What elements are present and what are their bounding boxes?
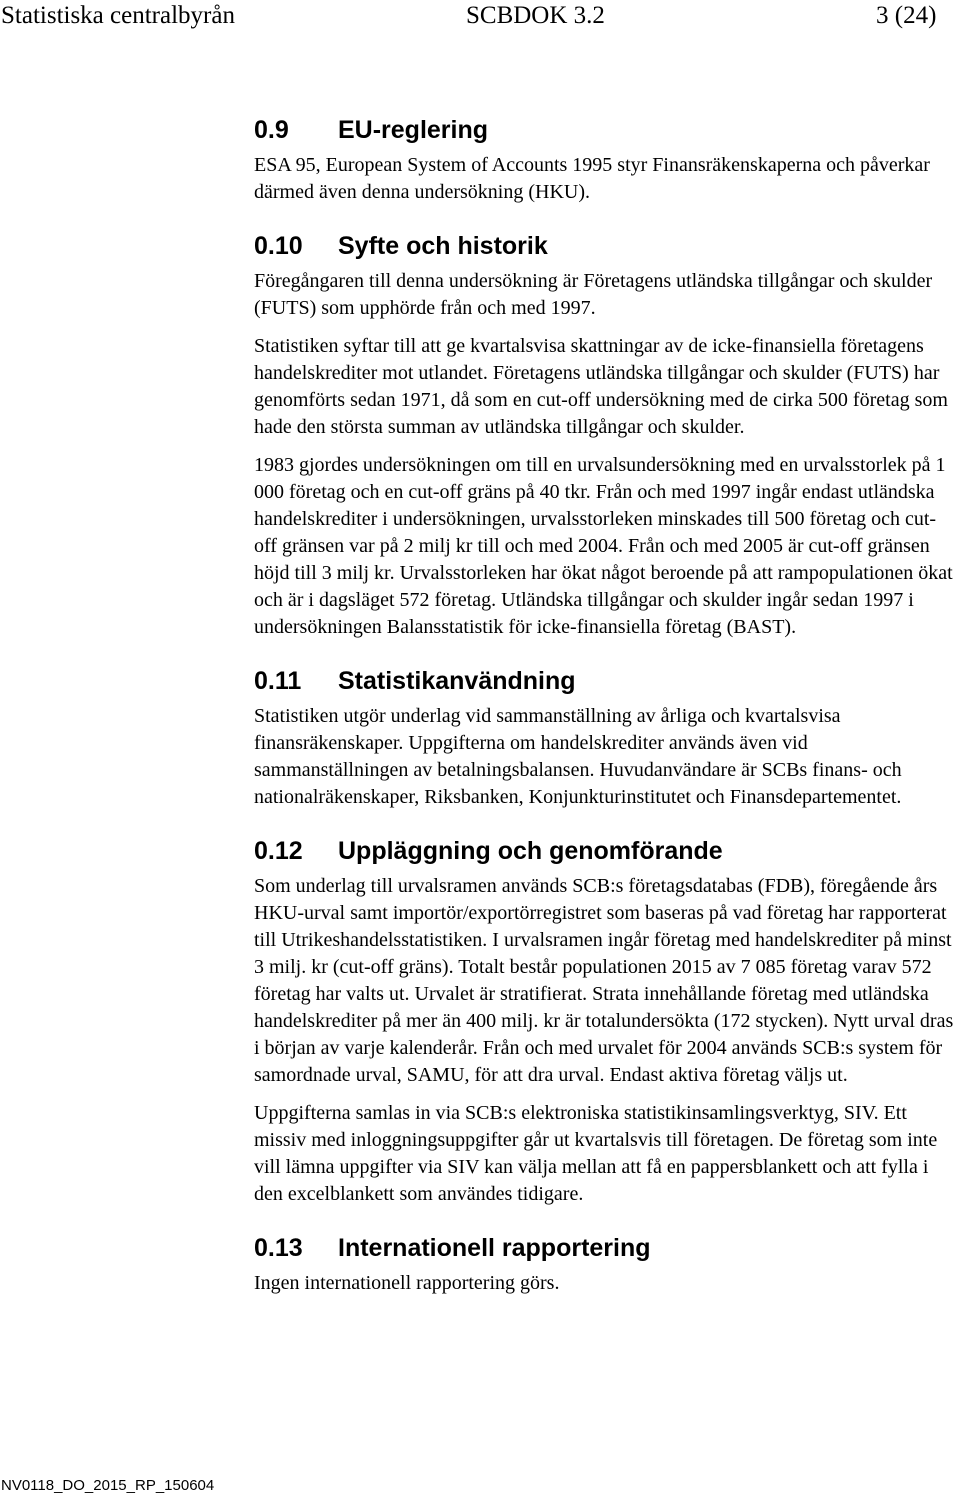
paragraph: Statistiken syftar till att ge kvartalsvisa skattningar av de icke-finansiella företagens handelskrediter mot utlandet. Företagens utländska tillgångar och skulder (FUTS) har genomförts sedan 1971, då som en cut-off undersökning med de cirka 500 företag som hade den största summan av utländska tillgångar och skulder. xyxy=(254,335,948,438)
section-title: Statistikanvändning xyxy=(338,667,576,695)
section-title: Internationell rapportering xyxy=(338,1234,651,1262)
section-heading xyxy=(254,114,956,146)
section-heading xyxy=(254,230,956,262)
paragraph: Föregångaren till denna undersökning är Företagens utländska tillgångar och skulder (FUTS) som upphörde från och med 1997. xyxy=(254,270,933,319)
paragraph: Uppgifterna samlas in via SCB:s elektroniska statistikinsamlingsverktyg, SIV. Ett missiv med inloggningsuppgifter går ut kvartalsvis till företagen. De företag som inte vill lämna uppgifter via SIV kan välja mellan att få en pappersblankett och att fylla i den excelblankett som användes tidigare. xyxy=(254,1102,938,1205)
paragraph: Statistiken utgör underlag vid sammanställning av årliga och kvartalsvisa finansräkenskaper. Uppgifterna om handelskrediter används även vid sammanställningen av betalningsbalansen. Huvudanvändare är SCBs finans- och nationalräkenskaper, Riksbanken, Konjunkturinstitutet och Finansdepartementet. xyxy=(254,705,902,808)
paragraph: 1983 gjordes undersökningen om till en urvalsundersökning med en urvalsstorlek på 1 000 företag och en cut-off gräns på 40 tkr. Från och med 1997 ingår endast utländska handelskrediter i undersökningen, urvalsstorleken minskades till 500 företag och cut-off gränsen var på 2 milj kr till och med 2004. Från och med 2005 är cut-off gränsen höjd till 3 milj kr. Urvalsstorleken har ökat något beroende på att rampopulationen ökat och är i dagsläget 572 företag. Utländska tillgångar och skulder ingår sedan 1997 i undersökningen Balansstatistik för icke-finansiella företag (BAST). xyxy=(254,454,953,638)
section-number: 0.12 xyxy=(254,837,303,865)
section-number: 0.13 xyxy=(254,1234,303,1262)
paragraph: ESA 95, European System of Accounts 1995 styr Finansräkenskaperna och påverkar därmed även denna undersökning (HKU). xyxy=(254,154,930,203)
section-title: Uppläggning och genomförande xyxy=(338,837,723,865)
section-heading xyxy=(254,1232,956,1264)
section-heading xyxy=(254,665,956,697)
document-id: SCBDOK 3.2 xyxy=(466,2,605,29)
document-body xyxy=(254,114,956,1321)
section-number: 0.10 xyxy=(254,232,303,260)
section-internationell-rapportering xyxy=(254,1232,956,1297)
page-header xyxy=(0,2,960,34)
paragraph: Ingen internationell rapportering görs. xyxy=(254,1272,560,1294)
document-code-footer: NV0118_DO_2015_RP_150604 xyxy=(1,1477,215,1494)
organization-name: Statistiska centralbyrån xyxy=(1,2,235,29)
paragraph: Som underlag till urvalsramen används SCB:s företagsdatabas (FDB), föregående års HKU-urval samt importör/exportörregistret som baseras på vad företag har rapporterat till Utrikeshandelsstatistiken. I urvalsramen ingår företag med handelskrediter på minst 3 milj. kr (cut-off gräns). Totalt består populationen 2015 av 7 085 företag varav 572 företag har valts ut. Urvalet är stratifierat. Strata innehållande företag med utländska handelskrediter på mer än 400 milj. kr är totalundersökta (172 stycken). Nytt urval dras i början av varje kalenderår. Från och med urvalet för 2004 används SCB:s system för samordnade urval, SAMU, för att dra urval. Endast aktiva företag väljs ut. xyxy=(254,875,954,1086)
section-title: Syfte och historik xyxy=(338,232,548,260)
section-title: EU-reglering xyxy=(338,116,489,144)
section-syfte-och-historik xyxy=(254,230,956,641)
section-upplaggning-och-genomforande xyxy=(254,835,956,1208)
section-number: 0.9 xyxy=(254,116,289,144)
section-heading xyxy=(254,835,956,867)
page-number: 3 (24) xyxy=(876,2,937,29)
section-eu-reglering xyxy=(254,114,956,206)
section-statistikanvandning xyxy=(254,665,956,811)
section-number: 0.11 xyxy=(254,667,302,695)
